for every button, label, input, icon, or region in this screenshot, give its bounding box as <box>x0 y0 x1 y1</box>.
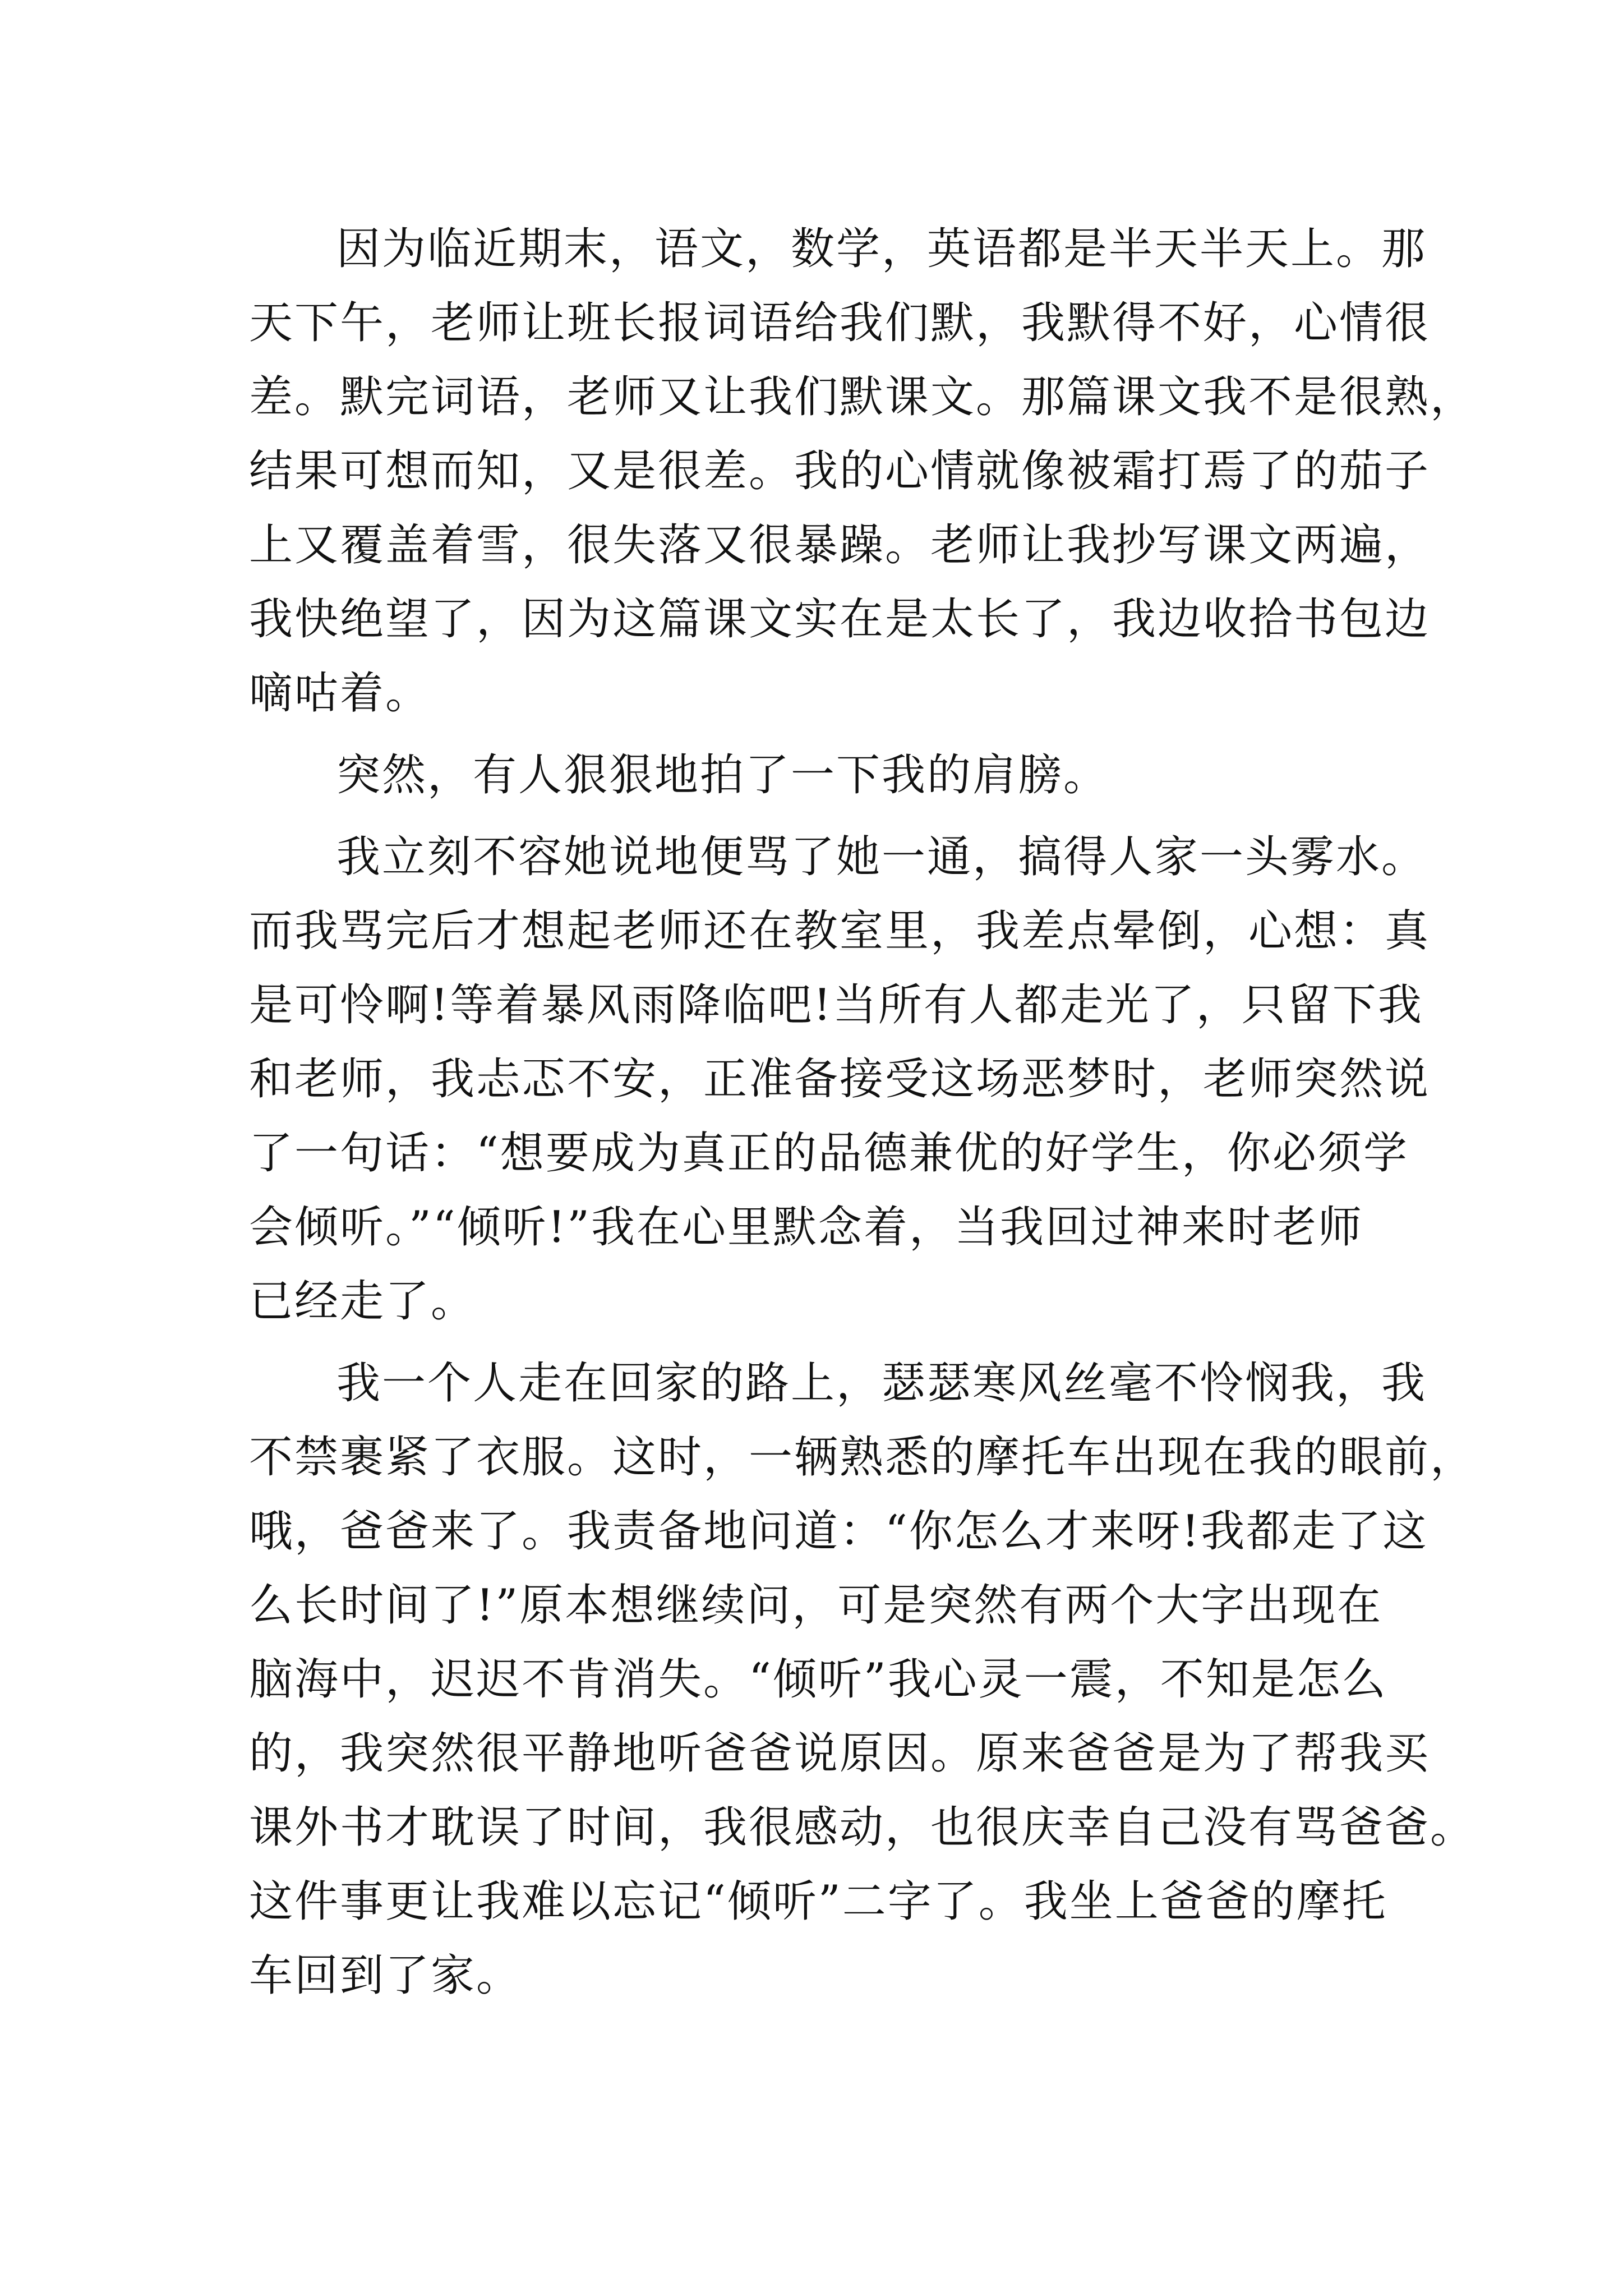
text-line: 我立刻不容她说地便骂了她一通，搞得人家一头雾水。 <box>336 832 1427 882</box>
paragraph-gap <box>249 1338 1393 1346</box>
text-line: 么长时间了!”原本想继续问，可是突然有两个大字出现在 <box>249 1580 1383 1631</box>
text-line: 因为临近期末，语文，数学，英语都是半天半天上。那 <box>336 224 1427 274</box>
text-line: 了一句话：“想要成为真正的品德兼优的好学生，你必须学 <box>249 1128 1409 1179</box>
text-line: 已经走了。 <box>249 1276 477 1327</box>
text-line: 我快绝望了，因为这篇课文实在是太长了，我边收拾书包边 <box>249 594 1431 645</box>
text-line: 上又覆盖着雪，很失落又很暴躁。老师让我抄写课文两遍， <box>249 520 1431 570</box>
paragraph-gap <box>249 812 1393 820</box>
text-line: 是可怜啊!等着暴风雨降临吧!当所有人都走光了，只留下我 <box>249 980 1423 1030</box>
paragraph-gap <box>249 730 1393 738</box>
text-line: 这件事更让我难以忘记“倾听”二字了。我坐上爸爸的摩托 <box>249 1876 1387 1927</box>
text-line: 差。默完词语，老师又让我们默课文。那篇课文我不是很熟， <box>249 372 1476 422</box>
text-line: 嘀咕着。 <box>249 668 431 719</box>
paragraph <box>249 820 1431 1338</box>
paragraph <box>249 738 1393 812</box>
text-line: 天下午，老师让班长报词语给我们默，我默得不好，心情很 <box>249 298 1431 348</box>
text-line: 而我骂完后才想起老师还在教室里，我差点晕倒，心想：真 <box>249 906 1431 956</box>
text-line: 结果可想而知，又是很差。我的心情就像被霜打焉了的茄子 <box>249 446 1431 496</box>
text-line: 和老师，我忐忑不安，正准备接受这场恶梦时，老师突然说 <box>249 1054 1431 1105</box>
text-line: 不禁裹紧了衣服。这时，一辆熟悉的摩托车出现在我的眼前， <box>249 1432 1476 1483</box>
text-line: 脑海中，迟迟不肯消失。“倾听”我心灵一震，不知是怎么 <box>249 1654 1387 1705</box>
text-line: 课外书才耽误了时间，我很感动，也很庆幸自己没有骂爸爸。 <box>249 1802 1476 1853</box>
text-line: 车回到了家。 <box>249 1950 522 2001</box>
paragraph <box>249 212 1476 730</box>
essay-body <box>249 212 1476 2013</box>
text-line: 我一个人走在回家的路上，瑟瑟寒风丝毫不怜悯我，我 <box>336 1358 1427 1409</box>
text-line: 突然，有人狠狠地拍了一下我的肩膀。 <box>336 750 1109 800</box>
text-line: 的，我突然很平静地听爸爸说原因。原来爸爸是为了帮我买 <box>249 1728 1431 1779</box>
text-line: 会倾听。”“倾听!”我在心里默念着，当我回过神来时老师 <box>249 1202 1363 1253</box>
paragraph <box>249 1346 1476 2013</box>
text-line: 哦，爸爸来了。我责备地问道：“你怎么才来呀!我都走了这 <box>249 1506 1428 1557</box>
